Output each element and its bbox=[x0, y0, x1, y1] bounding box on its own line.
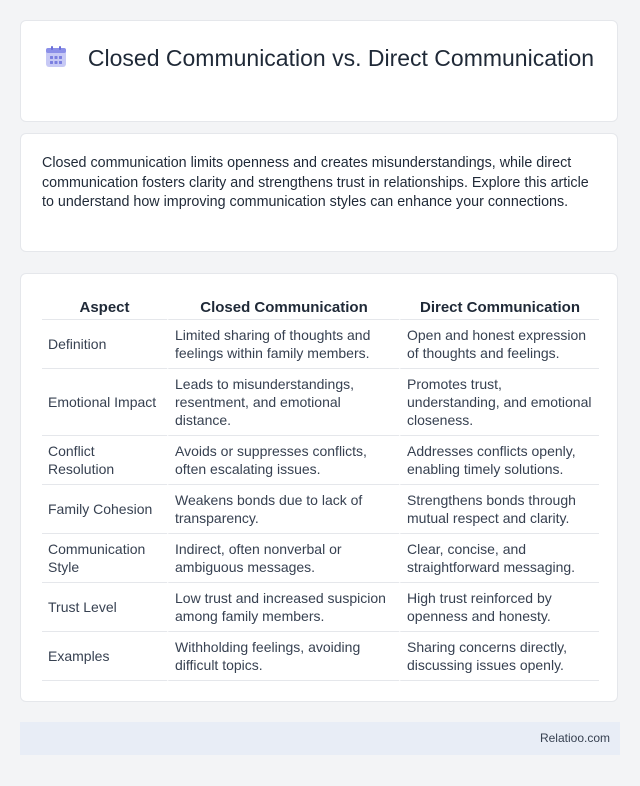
cell-direct: Sharing concerns directly, discussing issues openly. bbox=[399, 632, 599, 681]
cell-aspect: Trust Level bbox=[42, 583, 167, 632]
header-aspect: Aspect bbox=[42, 294, 167, 320]
cell-closed: Limited sharing of thoughts and feelings within family members. bbox=[167, 320, 399, 369]
table-row bbox=[42, 534, 599, 583]
header-closed: Closed Communication bbox=[167, 294, 399, 320]
table-row bbox=[42, 583, 599, 632]
cell-direct: Clear, concise, and straightforward messaging. bbox=[399, 534, 599, 583]
page-title-text: Closed Communication vs. Direct Communication bbox=[87, 45, 595, 71]
table-row bbox=[42, 369, 599, 436]
footer bbox=[20, 722, 620, 755]
cell-direct: High trust reinforced by openness and honesty. bbox=[399, 583, 599, 632]
cell-direct: Open and honest expression of thoughts and feelings. bbox=[399, 320, 599, 369]
title-card bbox=[20, 20, 618, 122]
comparison-table bbox=[42, 294, 599, 681]
table-row bbox=[42, 485, 599, 534]
table-header-row bbox=[42, 294, 599, 320]
table-row bbox=[42, 632, 599, 681]
cell-closed: Avoids or suppresses conflicts, often escalating issues. bbox=[167, 436, 399, 485]
comparison-card bbox=[20, 273, 618, 702]
cell-aspect: Examples bbox=[42, 632, 167, 681]
cell-closed: Leads to misunderstandings, resentment, and emotional distance. bbox=[167, 369, 399, 436]
footer-brand[interactable]: Relatioo.com bbox=[539, 731, 610, 745]
intro-paragraph: Closed communication limits openness and creates misunderstandings, while direct communication fosters clarity and strengthens trust in relationships. Explore this article to understand how improving communication styles can enhance your connections. bbox=[42, 155, 589, 210]
cell-direct: Addresses conflicts openly, enabling timely solutions. bbox=[399, 436, 599, 485]
page-title bbox=[21, 44, 617, 73]
cell-aspect: Family Cohesion bbox=[42, 485, 167, 534]
cell-aspect: Definition bbox=[42, 320, 167, 369]
table-row bbox=[42, 320, 599, 369]
table-row bbox=[42, 436, 599, 485]
cell-direct: Strengthens bonds through mutual respect and clarity. bbox=[399, 485, 599, 534]
header-direct: Direct Communication bbox=[399, 294, 599, 320]
cell-aspect: Conflict Resolution bbox=[42, 436, 167, 485]
cell-closed: Withholding feelings, avoiding difficult topics. bbox=[167, 632, 399, 681]
cell-aspect: Communication Style bbox=[42, 534, 167, 583]
cell-closed: Weakens bonds due to lack of transparency. bbox=[167, 485, 399, 534]
cell-closed: Low trust and increased suspicion among family members. bbox=[167, 583, 399, 632]
intro-card bbox=[20, 133, 618, 252]
cell-direct: Promotes trust, understanding, and emotional closeness. bbox=[399, 369, 599, 436]
cell-closed: Indirect, often nonverbal or ambiguous messages. bbox=[167, 534, 399, 583]
cell-aspect: Emotional Impact bbox=[42, 369, 167, 436]
calendar-icon bbox=[44, 45, 68, 69]
